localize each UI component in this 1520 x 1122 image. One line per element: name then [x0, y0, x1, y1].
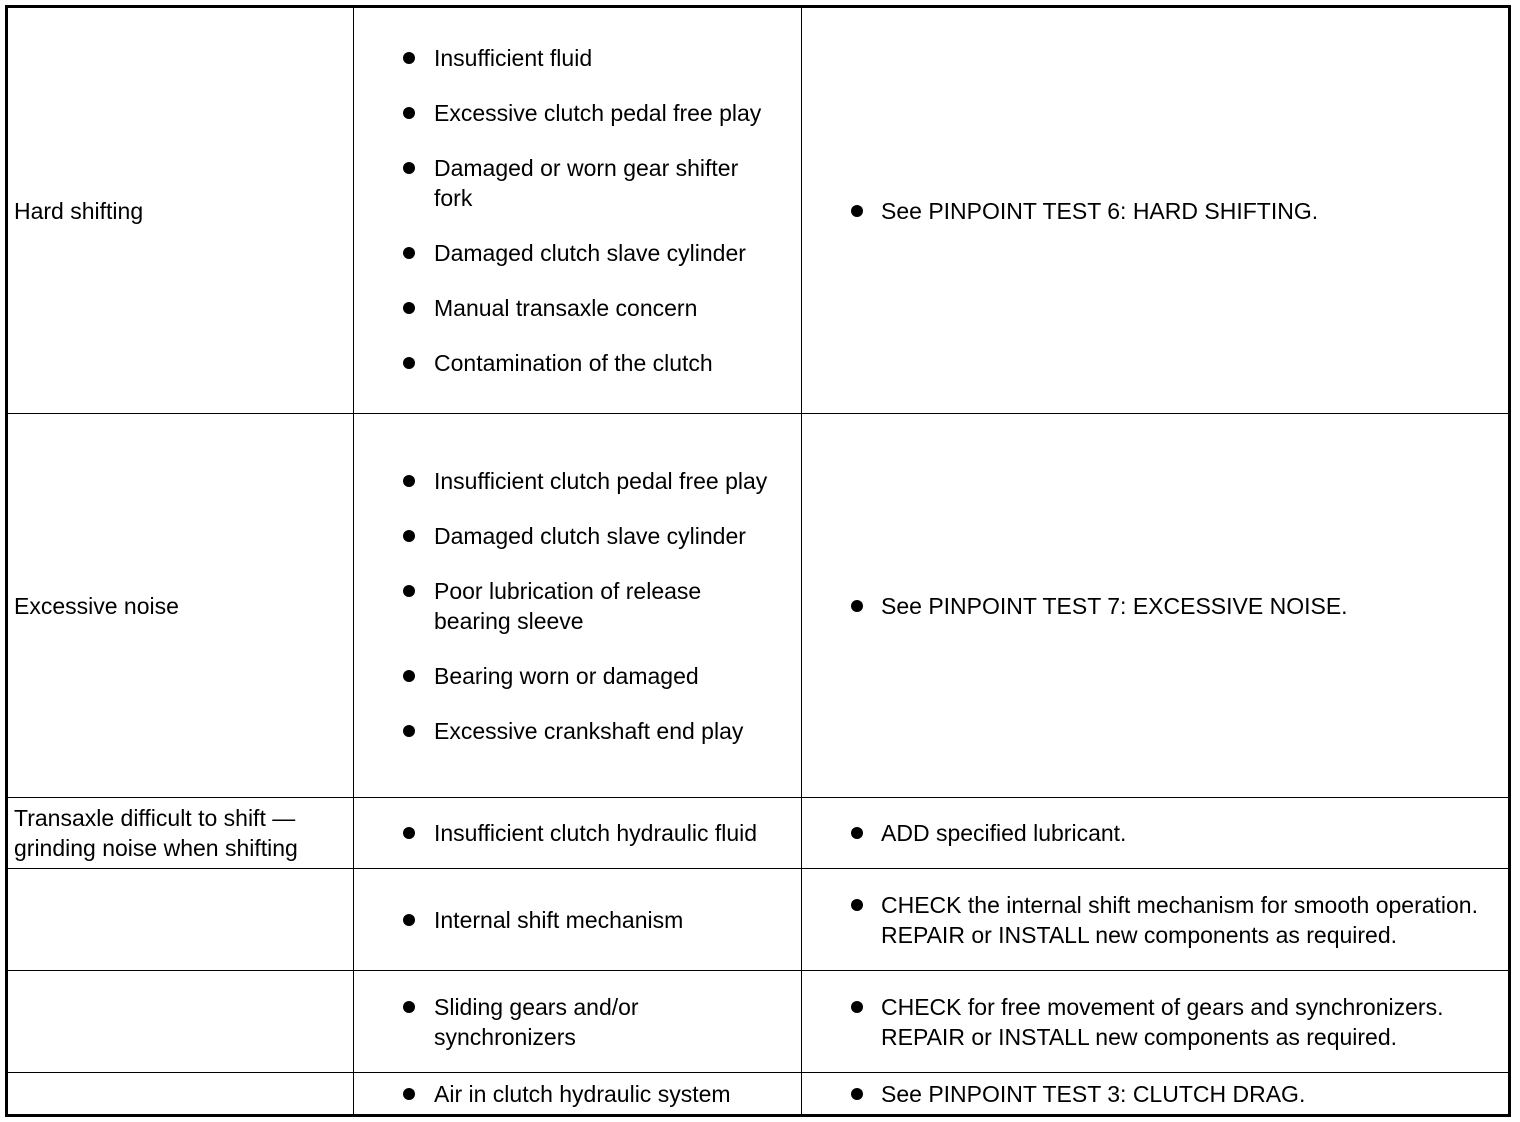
possible-source-cell	[354, 971, 802, 1073]
cause-item: Excessive crankshaft end play	[434, 716, 781, 746]
cause-item: Insufficient clutch hydraulic fluid	[434, 818, 781, 848]
possible-source-cell	[354, 798, 802, 869]
table-row	[7, 414, 1510, 798]
possible-source-cell	[354, 414, 802, 798]
condition-cell	[7, 1073, 354, 1116]
table-row	[7, 971, 1510, 1073]
action-item: ADD specified lubricant.	[881, 818, 1488, 848]
action-item: See PINPOINT TEST 6: HARD SHIFTING.	[881, 196, 1488, 226]
possible-source-cell	[354, 1073, 802, 1116]
action-cell	[802, 7, 1510, 414]
cause-item: Damaged or worn gear shifter fork	[434, 153, 781, 213]
condition-cell	[7, 869, 354, 971]
condition-text: Hard shifting	[14, 197, 144, 224]
action-cell	[802, 971, 1510, 1073]
table-row	[7, 1073, 1510, 1116]
cause-item: Manual transaxle concern	[434, 293, 781, 323]
table-row	[7, 869, 1510, 971]
action-cell	[802, 1073, 1510, 1116]
action-cell	[802, 798, 1510, 869]
cause-item: Poor lubrication of release bearing sleeve	[434, 576, 781, 636]
table-row	[7, 7, 1510, 414]
possible-source-cell	[354, 869, 802, 971]
action-cell	[802, 869, 1510, 971]
condition-cell	[7, 7, 354, 414]
symptom-chart-table	[5, 5, 1511, 1117]
condition-cell	[7, 414, 354, 798]
cause-item: Bearing worn or damaged	[434, 661, 781, 691]
condition-text: Excessive noise	[14, 592, 179, 619]
cause-item: Damaged clutch slave cylinder	[434, 238, 781, 268]
action-item: CHECK for free movement of gears and synchronizers. REPAIR or INSTALL new components as required.	[881, 992, 1488, 1052]
condition-cell	[7, 798, 354, 869]
action-item: CHECK the internal shift mechanism for smooth operation. REPAIR or INSTALL new components as required.	[881, 890, 1488, 950]
cause-item: Damaged clutch slave cylinder	[434, 521, 781, 551]
cause-item: Insufficient clutch pedal free play	[434, 466, 781, 496]
condition-cell	[7, 971, 354, 1073]
cause-item: Internal shift mechanism	[434, 905, 781, 935]
table-row	[7, 798, 1510, 869]
cause-item: Excessive clutch pedal free play	[434, 98, 781, 128]
action-item: See PINPOINT TEST 7: EXCESSIVE NOISE.	[881, 591, 1488, 621]
possible-source-cell	[354, 7, 802, 414]
cause-item: Insufficient fluid	[434, 43, 781, 73]
action-cell	[802, 414, 1510, 798]
condition-text: Transaxle difficult to shift — grinding noise when shifting	[14, 805, 298, 861]
action-item: See PINPOINT TEST 3: CLUTCH DRAG.	[881, 1079, 1488, 1109]
cause-item: Sliding gears and/or synchronizers	[434, 992, 781, 1052]
cause-item: Air in clutch hydraulic system	[434, 1079, 781, 1109]
cause-item: Contamination of the clutch	[434, 348, 781, 378]
